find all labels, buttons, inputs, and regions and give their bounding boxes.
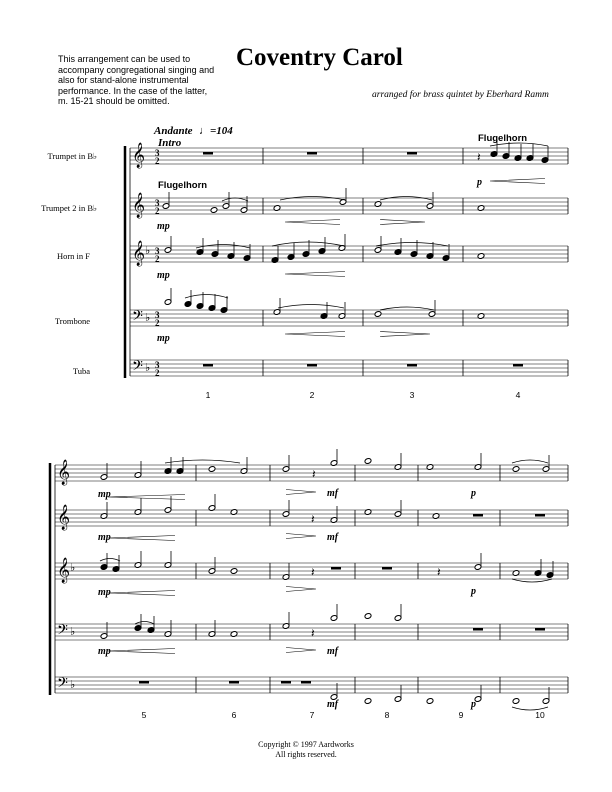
note-head bbox=[374, 311, 382, 318]
dynamic-p: p bbox=[471, 699, 476, 710]
note-head bbox=[208, 466, 216, 473]
quarter-rest: 𝄽 bbox=[311, 626, 315, 640]
time-sig-top: 3 bbox=[155, 310, 160, 320]
note-line: also for stand-alone instrumental bbox=[58, 75, 189, 85]
whole-rest bbox=[139, 681, 149, 684]
intro-label: Intro bbox=[158, 137, 182, 149]
dynamic-mp: mp bbox=[98, 646, 111, 657]
slur bbox=[100, 559, 120, 562]
dynamic-mp: mp bbox=[157, 221, 170, 232]
dynamic-mp: mp bbox=[157, 270, 170, 281]
crescendo-hairpin bbox=[108, 536, 175, 541]
whole-rest bbox=[203, 152, 213, 155]
decrescendo-hairpin bbox=[286, 648, 316, 653]
key-signature-flat: ♭ bbox=[70, 561, 76, 574]
crescendo-hairpin bbox=[285, 220, 340, 225]
note-head bbox=[512, 570, 520, 577]
key-signature-flat: ♭ bbox=[70, 625, 76, 638]
bass-clef: 𝄢 bbox=[132, 358, 143, 378]
dynamic-mp: mp bbox=[98, 489, 111, 500]
measure-number: 10 bbox=[535, 710, 545, 720]
treble-clef: 𝄞 bbox=[57, 558, 71, 583]
treble-clef: 𝄞 bbox=[57, 505, 71, 530]
measure-number: 2 bbox=[309, 390, 315, 400]
note-head bbox=[230, 568, 238, 575]
crescendo-hairpin bbox=[108, 495, 185, 500]
time-sig-bottom: 2 bbox=[155, 254, 160, 264]
whole-rest bbox=[307, 364, 317, 367]
key-signature-flat: ♭ bbox=[145, 244, 151, 257]
whole-rest bbox=[331, 567, 341, 570]
slur bbox=[512, 460, 548, 463]
slur bbox=[185, 295, 228, 299]
whole-rest bbox=[307, 152, 317, 155]
key-signature-flat: ♭ bbox=[145, 361, 151, 374]
quarter-rest: 𝄽 bbox=[311, 565, 315, 579]
measure-number: 1 bbox=[205, 390, 211, 400]
crescendo-hairpin bbox=[490, 179, 545, 184]
time-sig-bottom: 2 bbox=[155, 368, 160, 378]
note-head bbox=[477, 253, 485, 260]
flugelhorn-label-trumpet1: Flugelhorn bbox=[478, 133, 528, 144]
note-head bbox=[364, 509, 372, 516]
time-sig-top: 3 bbox=[155, 360, 160, 370]
quarter-rest: 𝄽 bbox=[312, 467, 316, 481]
note-head bbox=[477, 205, 485, 212]
copyright-line: Copyright © 1997 Aardworks bbox=[258, 740, 354, 749]
time-sig-bottom: 2 bbox=[155, 206, 160, 216]
quarter-rest: 𝄽 bbox=[437, 565, 441, 579]
key-signature-flat: ♭ bbox=[70, 678, 76, 691]
tempo-mark: ♩=104 bbox=[199, 125, 233, 137]
flugelhorn-label-trumpet2: Flugelhorn bbox=[158, 180, 208, 191]
dynamic-mf: mf bbox=[327, 646, 339, 657]
key-signature-flat: ♭ bbox=[145, 311, 151, 324]
time-sig-top: 3 bbox=[155, 198, 160, 208]
slur bbox=[376, 243, 448, 247]
instrument-name-tuba: Tuba bbox=[72, 366, 90, 376]
quarter-rest: 𝄽 bbox=[311, 512, 315, 526]
instrument-name-horn: Horn in F bbox=[56, 251, 90, 261]
note-head bbox=[364, 613, 372, 620]
whole-rest bbox=[229, 681, 239, 684]
dynamic-p: p bbox=[471, 586, 476, 597]
note-head bbox=[432, 513, 440, 520]
measure-number: 9 bbox=[458, 710, 464, 720]
note-head bbox=[230, 509, 238, 516]
slur bbox=[380, 307, 434, 310]
instrument-name-trumpet2: Trumpet 2 in B♭ bbox=[41, 203, 97, 213]
decrescendo-hairpin bbox=[380, 220, 425, 225]
tempo-text: Andante bbox=[154, 125, 193, 137]
bass-clef: 𝄢 bbox=[132, 308, 143, 328]
treble-clef: 𝄞 bbox=[132, 143, 146, 168]
decrescendo-hairpin bbox=[286, 534, 316, 539]
note-head bbox=[210, 207, 218, 214]
whole-rest bbox=[535, 514, 545, 517]
slur bbox=[135, 622, 154, 625]
rights-line: All rights reserved. bbox=[275, 750, 337, 759]
measure-number: 7 bbox=[309, 710, 315, 720]
whole-rest bbox=[513, 364, 523, 367]
dynamic-mp: mp bbox=[157, 333, 170, 344]
whole-rest bbox=[281, 681, 291, 684]
measure-number: 4 bbox=[515, 390, 521, 400]
measure-number: 3 bbox=[409, 390, 415, 400]
time-sig-bottom: 2 bbox=[155, 156, 160, 166]
whole-rest bbox=[473, 628, 483, 631]
whole-rest bbox=[407, 152, 417, 155]
note-head bbox=[364, 458, 372, 465]
note-head bbox=[426, 464, 434, 471]
slur bbox=[512, 579, 552, 582]
note-head bbox=[477, 313, 485, 320]
whole-rest bbox=[407, 364, 417, 367]
time-sig-bottom: 2 bbox=[155, 318, 160, 328]
staff-lines bbox=[55, 148, 568, 693]
note-line: m. 15-21 should be omitted. bbox=[58, 96, 170, 106]
treble-clef: 𝄞 bbox=[132, 193, 146, 218]
instrument-name-trumpet1: Trumpet in B♭ bbox=[47, 151, 97, 161]
time-sig-top: 3 bbox=[155, 148, 160, 158]
slur bbox=[278, 305, 344, 309]
measure-number: 5 bbox=[141, 710, 147, 720]
copyright-notice bbox=[0, 740, 612, 760]
note-head bbox=[512, 698, 520, 705]
note-line: accompany congregational singing and bbox=[58, 64, 215, 75]
crescendo-hairpin bbox=[285, 332, 345, 337]
treble-clef: 𝄞 bbox=[57, 460, 71, 485]
dynamic-mp: mp bbox=[98, 587, 111, 598]
note-head bbox=[364, 698, 372, 705]
bass-clef: 𝄢 bbox=[57, 622, 68, 642]
barlines bbox=[50, 146, 568, 695]
dynamic-mp: mp bbox=[98, 532, 111, 543]
crescendo-hairpin bbox=[108, 649, 175, 654]
time-sig-top: 3 bbox=[155, 246, 160, 256]
page-title: Coventry Carol bbox=[236, 44, 403, 71]
decrescendo-hairpin bbox=[380, 332, 430, 337]
whole-rest bbox=[535, 628, 545, 631]
whole-rest bbox=[382, 567, 392, 570]
whole-rest bbox=[473, 514, 483, 517]
arranger-credit: arranged for brass quintet by Eberhard Ramm bbox=[372, 90, 549, 100]
note-head bbox=[426, 698, 434, 705]
note-line: performance. In the case of the latter, bbox=[58, 85, 208, 96]
clefs bbox=[54, 142, 160, 695]
instrument-name-trombone: Trombone bbox=[54, 316, 90, 326]
treble-clef: 𝄞 bbox=[132, 241, 146, 266]
slur bbox=[222, 198, 248, 201]
dynamic-p: p bbox=[477, 177, 482, 188]
dynamic-p: p bbox=[471, 488, 476, 499]
crescendo-hairpin bbox=[108, 591, 175, 596]
decrescendo-hairpin bbox=[286, 490, 316, 495]
whole-rest bbox=[301, 681, 311, 684]
crescendo-hairpin bbox=[285, 272, 345, 277]
bass-clef: 𝄢 bbox=[57, 675, 68, 695]
measure-number: 6 bbox=[231, 710, 237, 720]
decrescendo-hairpin bbox=[286, 587, 316, 592]
note-head bbox=[512, 466, 520, 473]
dynamic-mf: mf bbox=[327, 532, 339, 543]
note-head bbox=[374, 201, 382, 208]
note-head bbox=[273, 205, 281, 212]
whole-rest bbox=[203, 364, 213, 367]
measure-number: 8 bbox=[384, 710, 390, 720]
dynamic-mf: mf bbox=[327, 699, 339, 710]
note-line: This arrangement can be used to bbox=[58, 54, 191, 64]
note-head bbox=[230, 631, 238, 638]
dynamic-mf: mf bbox=[327, 488, 339, 499]
slur bbox=[165, 460, 240, 463]
quarter-rest: 𝄽 bbox=[477, 150, 481, 164]
slur bbox=[272, 242, 344, 246]
